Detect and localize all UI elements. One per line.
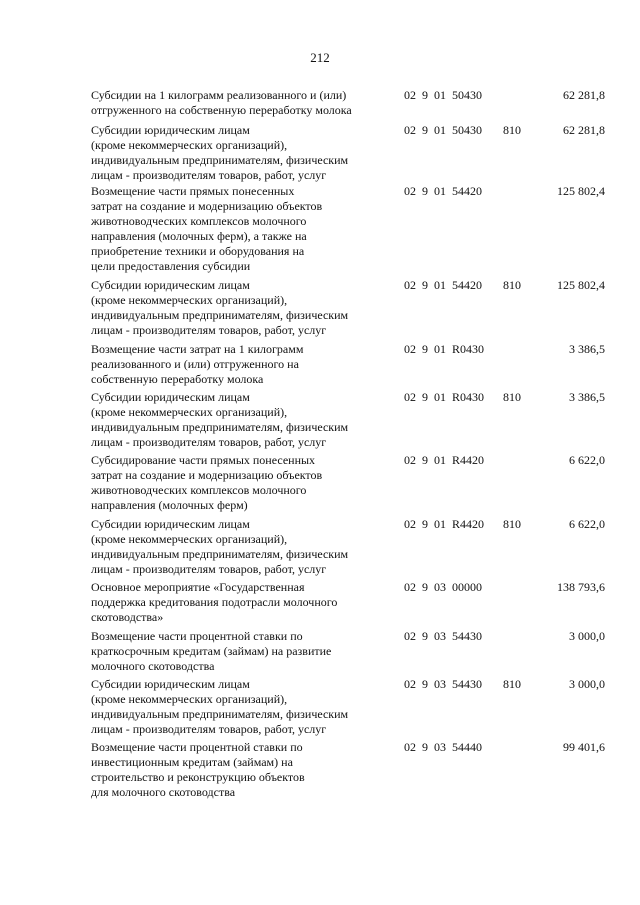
row-code: 02 9 01 54420 xyxy=(404,184,482,198)
row-description: Возмещение части затрат на 1 килограмм реализованного и (или) отгруженного на собственную переработку молока xyxy=(91,342,304,386)
row-amount: 62 281,8 xyxy=(563,123,605,137)
row-code: 02 9 01 R4420 xyxy=(404,453,485,467)
row-expense-type: 810 xyxy=(503,123,521,137)
row-expense-type: 810 xyxy=(503,677,521,691)
row-amount: 3 000,0 xyxy=(569,677,605,691)
row-amount: 3 000,0 xyxy=(569,629,605,643)
row-amount: 6 622,0 xyxy=(569,517,605,531)
row-description: Основное мероприятие «Государственная поддержка кредитования подотрасли молочного скотоводства» xyxy=(91,580,338,624)
row-code: 02 9 03 54440 xyxy=(404,740,482,754)
row-description: Возмещение части процентной ставки по краткосрочным кредитам (займам) на развитие молочного скотоводства xyxy=(91,629,332,673)
row-description: Субсидии юридическим лицам (кроме некоммерческих организаций), индивидуальным предпринимателям, физическим лицам - производителям товаров, работ, услуг xyxy=(91,278,349,337)
row-code: 02 9 03 54430 xyxy=(404,629,482,643)
row-code: 02 9 01 50430 xyxy=(404,123,482,137)
row-code: 02 9 01 50430 xyxy=(404,88,482,102)
row-expense-type: 810 xyxy=(503,278,521,292)
row-expense-type: 810 xyxy=(503,390,521,404)
page-number: 212 xyxy=(310,50,330,65)
row-expense-type: 810 xyxy=(503,517,521,531)
row-amount: 3 386,5 xyxy=(569,342,605,356)
row-description: Субсидии юридическим лицам (кроме некоммерческих организаций), индивидуальным предпринимателям, физическим лицам - производителям товаров, работ, услуг xyxy=(91,677,349,736)
row-amount: 62 281,8 xyxy=(563,88,605,102)
row-description: Возмещение части процентной ставки по инвестиционным кредитам (займам) на строительство и реконструкцию объектов для молочного скотоводства xyxy=(91,740,305,799)
row-description: Субсидии юридическим лицам (кроме некоммерческих организаций), индивидуальным предпринимателям, физическим лицам - производителям товаров, работ, услуг xyxy=(91,517,349,576)
row-code: 02 9 03 54430 xyxy=(404,677,482,691)
row-code: 02 9 01 R0430 xyxy=(404,390,485,404)
row-code: 02 9 01 R4420 xyxy=(404,517,485,531)
row-description: Субсидии юридическим лицам (кроме некоммерческих организаций), индивидуальным предпринимателям, физическим лицам - производителям товаров, работ, услуг xyxy=(91,390,349,449)
row-amount: 125 802,4 xyxy=(557,278,605,292)
row-amount: 99 401,6 xyxy=(563,740,605,754)
row-amount: 6 622,0 xyxy=(569,453,605,467)
row-description: Субсидирование части прямых понесенных затрат на создание и модернизацию объектов животноводческих комплексов молочного направления (молочных ферм) xyxy=(91,453,323,512)
row-amount: 125 802,4 xyxy=(557,184,605,198)
row-code: 02 9 01 54420 xyxy=(404,278,482,292)
row-amount: 3 386,5 xyxy=(569,390,605,404)
row-code: 02 9 03 00000 xyxy=(404,580,482,594)
row-description: Субсидии на 1 килограмм реализованного и (или) отгруженного на собственную переработку молока xyxy=(91,88,352,117)
row-amount: 138 793,6 xyxy=(557,580,605,594)
row-description: Возмещение части прямых понесенных затрат на создание и модернизацию объектов животноводческих комплексов молочного направления (молочных ферм), а также на приобретение техники и оборудования на цели предоставления субсидии xyxy=(91,184,323,273)
row-description: Субсидии юридическим лицам (кроме некоммерческих организаций), индивидуальным предпринимателям, физическим лицам - производителям товаров, работ, услуг xyxy=(91,123,349,182)
row-code: 02 9 01 R0430 xyxy=(404,342,485,356)
